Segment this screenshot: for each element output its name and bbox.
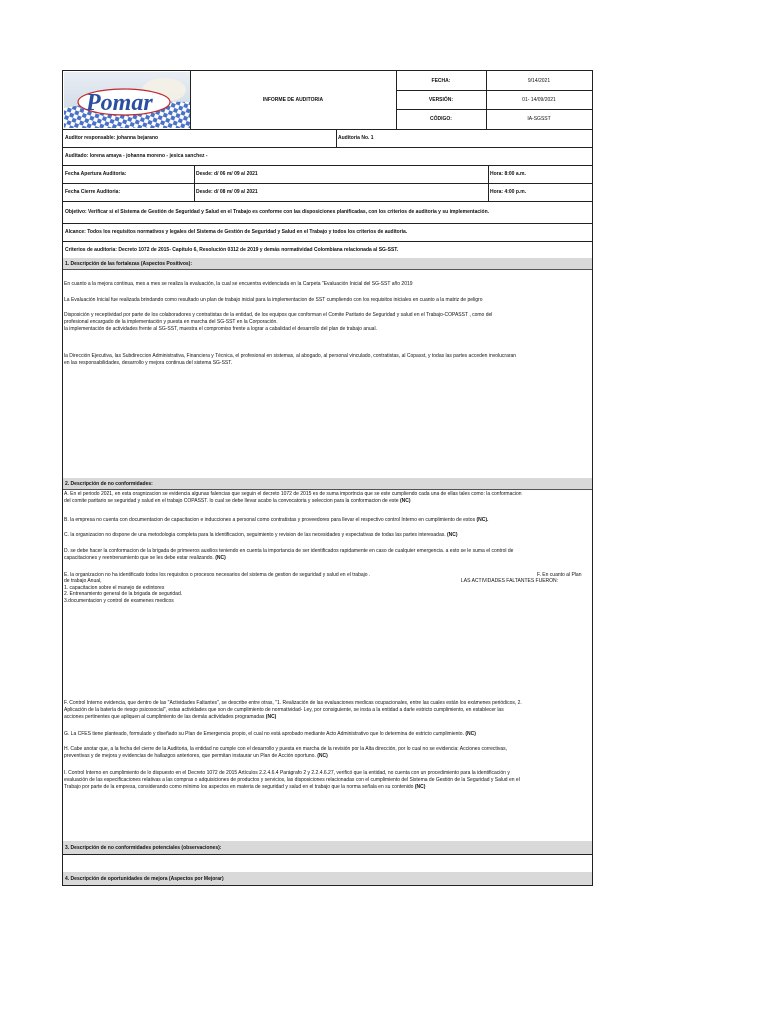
nc-h-line2: preventivas y de mejora y evidencias de hallazgos anteriores, que permitan instaurar un Plan de Acción oportuno. (NC) [64,753,328,759]
cierre-hora: Hora: 4:00 p.m. [490,189,527,195]
nc-f-start: F. En cuanto al Plan [537,572,582,578]
nc-b: B. la empresa no cuenta con documentacion de capacitacion e inducciones a personal como contratistas y proveedores para llevar el respectivo control Interno en cumplimiento de estos (NC). [64,517,489,523]
nc-c: C. la organizacion no dispone de una metodologia completa para la identificacion, seguimiento y revision de las necesidades y espectativas de todas las partes interesadas. (NC) [64,532,458,538]
apertura-label: Fecha Apertura Auditoria: [65,171,127,177]
apertura-value: Desde: d/ 06 m/ 09 a/ 2021 [196,171,258,177]
fecha-label: FECHA: [431,77,451,84]
nc-g: G. La CFES tiene planteado, formulado y diseñado su Plan de Emergencia propio, el cual no está aprobado mediante Acto Administrativo que lo determina de estricto cumplimiento. (NC) [64,731,476,737]
section2-title: 2. Descripción de no conformidades: [63,478,592,489]
actividad-3: 3.documentacion y control de examenes medicos [64,598,174,604]
nc-i-line3: Trabajo por parte de la empresa, considerando como mínimo los aspectos en materia de seguridad y salud en el trabajo que la norma señala en su contenido (NC) [64,784,426,790]
section1-p1: En cuanto a la mejora continua, mes a mes se realiza la evaluación, la cual se encuentra evidenciada en la Carpeta "Evaluación Inicial del SG-SST año 2019 [64,281,413,287]
nc-e-line2: de trabajo Anual, [64,578,102,584]
audit-report-sheet [62,70,593,886]
section1-title: 1. Descripción de las fortalezas (Aspectos Positivos): [63,258,592,269]
actividad-2: 2. Entrenamiento general de la brigada de seguridad. [64,591,183,597]
nc-a-line1: A. En el periodo 2021, en esta oragnizacion se evidencia algunas falencias que seguin el decreto 1072 de 2015 es de suma importncia que se este cumpliendo cada una de ellas tales como: la conformacion [64,491,522,497]
section1-p4a: la Dirección Ejecutiva, las Subdireccion Administrativa, Financiera y Técnica, el profesional en sistemas, al abogado, al personal vinculado, contratistas, al Copasst, y todas las partes acceden involucraran [64,353,517,359]
section3-title: 3. Descripción de no conformidades potenciales (observaciones): [63,841,592,854]
company-logo [64,72,190,128]
criterios: Criterios de auditoria: Decreto 1072 de 2015- Capitulo 6, Resolución 0312 de 2019 y demás normatividad Colombiana relacionada al SG-SST. [65,246,399,253]
section1-p3a: Disposición y receptividad por parte de los colaboradores y contratistas de la entidad, de los equipos que conforman el Comite Paritario de Seguridad y salud en el Trabajo-COPASST , como del [64,312,493,318]
report-title: INFORME DE AUDITORIA [262,97,324,103]
fecha-value: 9/14/2021 [527,77,551,84]
nc-f-line1: F. Control Interno evidencia, que dentro de las "Actividades Faltantes", se describe entre otras, "1. Realización de las evaluaciones medicas ocupacionales, entre las cuales están los exámenes periódicos, 2. [64,700,522,706]
nc-d-line1: D. se debe hacer la conformacion de la brigada de primeeros auxilios teniendo en cuenta la importancia de ser identificados rapidamente en caso de cualquier emergencia. a esto se le suma el control de [64,548,514,554]
section1-p3b: profesional encargado de la implementación y puesta en marcha del SG-SST en la Corporación. [64,319,278,325]
nc-h-line1: H. Cabe anotar que, a la fecha del cierre de la Auditoria, la entidad no cumple con el desarrollo y puesta en marcha de la revisión por la Alta dirección, por lo cual no se evidencia: Acciones correctivas, [64,746,508,752]
section4-title: 4. Descripción de oportunidades de mejora (Aspectos por Mejorar) [63,872,592,885]
nc-i-line2: evaluación de las especificaciones relativas a las compras o adquisiciones de productos y servicios, las disposiciones relacionadas con el cumplimiento del Sistema de Gestión de la Seguridad y Salud en el [64,777,520,783]
cierre-value: Desde: d/ 08 m/ 09 a/ 2021 [196,189,258,195]
nc-f-line2: Aplicación de la batería de riesgo psicosocial", estas actividades que son de cumplimiento de normatividad- Ley, por consiguiente, se insta a la entidad a darle estricto cumplimiento, en establecer las [64,707,504,713]
codigo-label: CÓDIGO: [430,116,452,122]
codigo-value: IA-SGSST [527,116,551,122]
alcance: Alcance: Todos los requisitos normativos y legales del Sistema de Gestión de Seguridad y Salud en el Trabajo y todos los criterios de auditoria. [65,229,408,235]
nc-i-line1: I. Control Interno en cumplimiento de lo dispuesto en el Decreto 1072 de 2015 Artículos 2.2.4.6.4 Parágrafo 2 y 2.2.4.6.27, verificó que la entidad, no cuenta con un procedimiento para la identificación y [64,770,510,776]
nc-d-line2: capacitaciones y reentrenamiento que se les debe estar realizando. (NC) [64,555,226,561]
auditoria-number: Auditoria No. 1 [338,135,374,141]
auditados: Auditado: lorena amaya - johanna moreno - jesica sanchez - [65,153,208,159]
cierre-label: Fecha Cierre Auditoria: [65,189,121,195]
pomar-logo-icon [64,72,190,128]
nc-e-line1: E. la organizacion no ha identificado todos los requisitos o procesos necesarios del sistema de gestion de seguridad y salud en el trabajo . [64,572,371,578]
actividad-1: 1. capacitacion sobre el manejo de extintores [64,585,165,591]
section1-p4b: en las responsabilidades, desarrollo y mejora continua del sistema SG-SST. [64,360,233,366]
actividades-faltantes-label: LAS ACTIVIDADES FALTANTES FUERON: [461,578,559,584]
nc-f-line3: acciones pertinentes que apliquen al cumplimiento de las demás actividades programadas (NC) [64,714,277,720]
nc-a-line2: del comite paritario se seguridad y salud en el trabajo COPASST. lo cual se debe llevar acabo la convocatoria y seleccion para la conformacion de este (NC) [64,498,411,504]
section1-p2: La Evaluación Inicial fue realizada brindando como resultado un plan de trabajo inicial para la implementacion de SST cumpliendo con los requisitos iniciales en cuanto a la matriz de peligro [64,297,483,303]
apertura-hora: Hora: 8:00 a.m. [490,171,526,177]
objetivo: Objetivo: Verificar si el Sistema de Gestión de Seguridad y Salud en el Trabajo es conforme con las disposiciones planificadas, con los criterios de auditoria y su implementación. [65,209,490,215]
section1-p3c: la implementación de actividades frente al SG-SST, muestra el compromiso frente a lograr a cabalidad el desarrollo del plan de trabajo anual. [64,326,377,332]
logo-text: Pomar [86,90,153,116]
version-value: 01- 14/09/2021 [522,96,556,103]
auditor-responsable: Auditor responsable: johanna bejarano [65,135,159,141]
version-label: VERSIÓN: [428,96,454,103]
